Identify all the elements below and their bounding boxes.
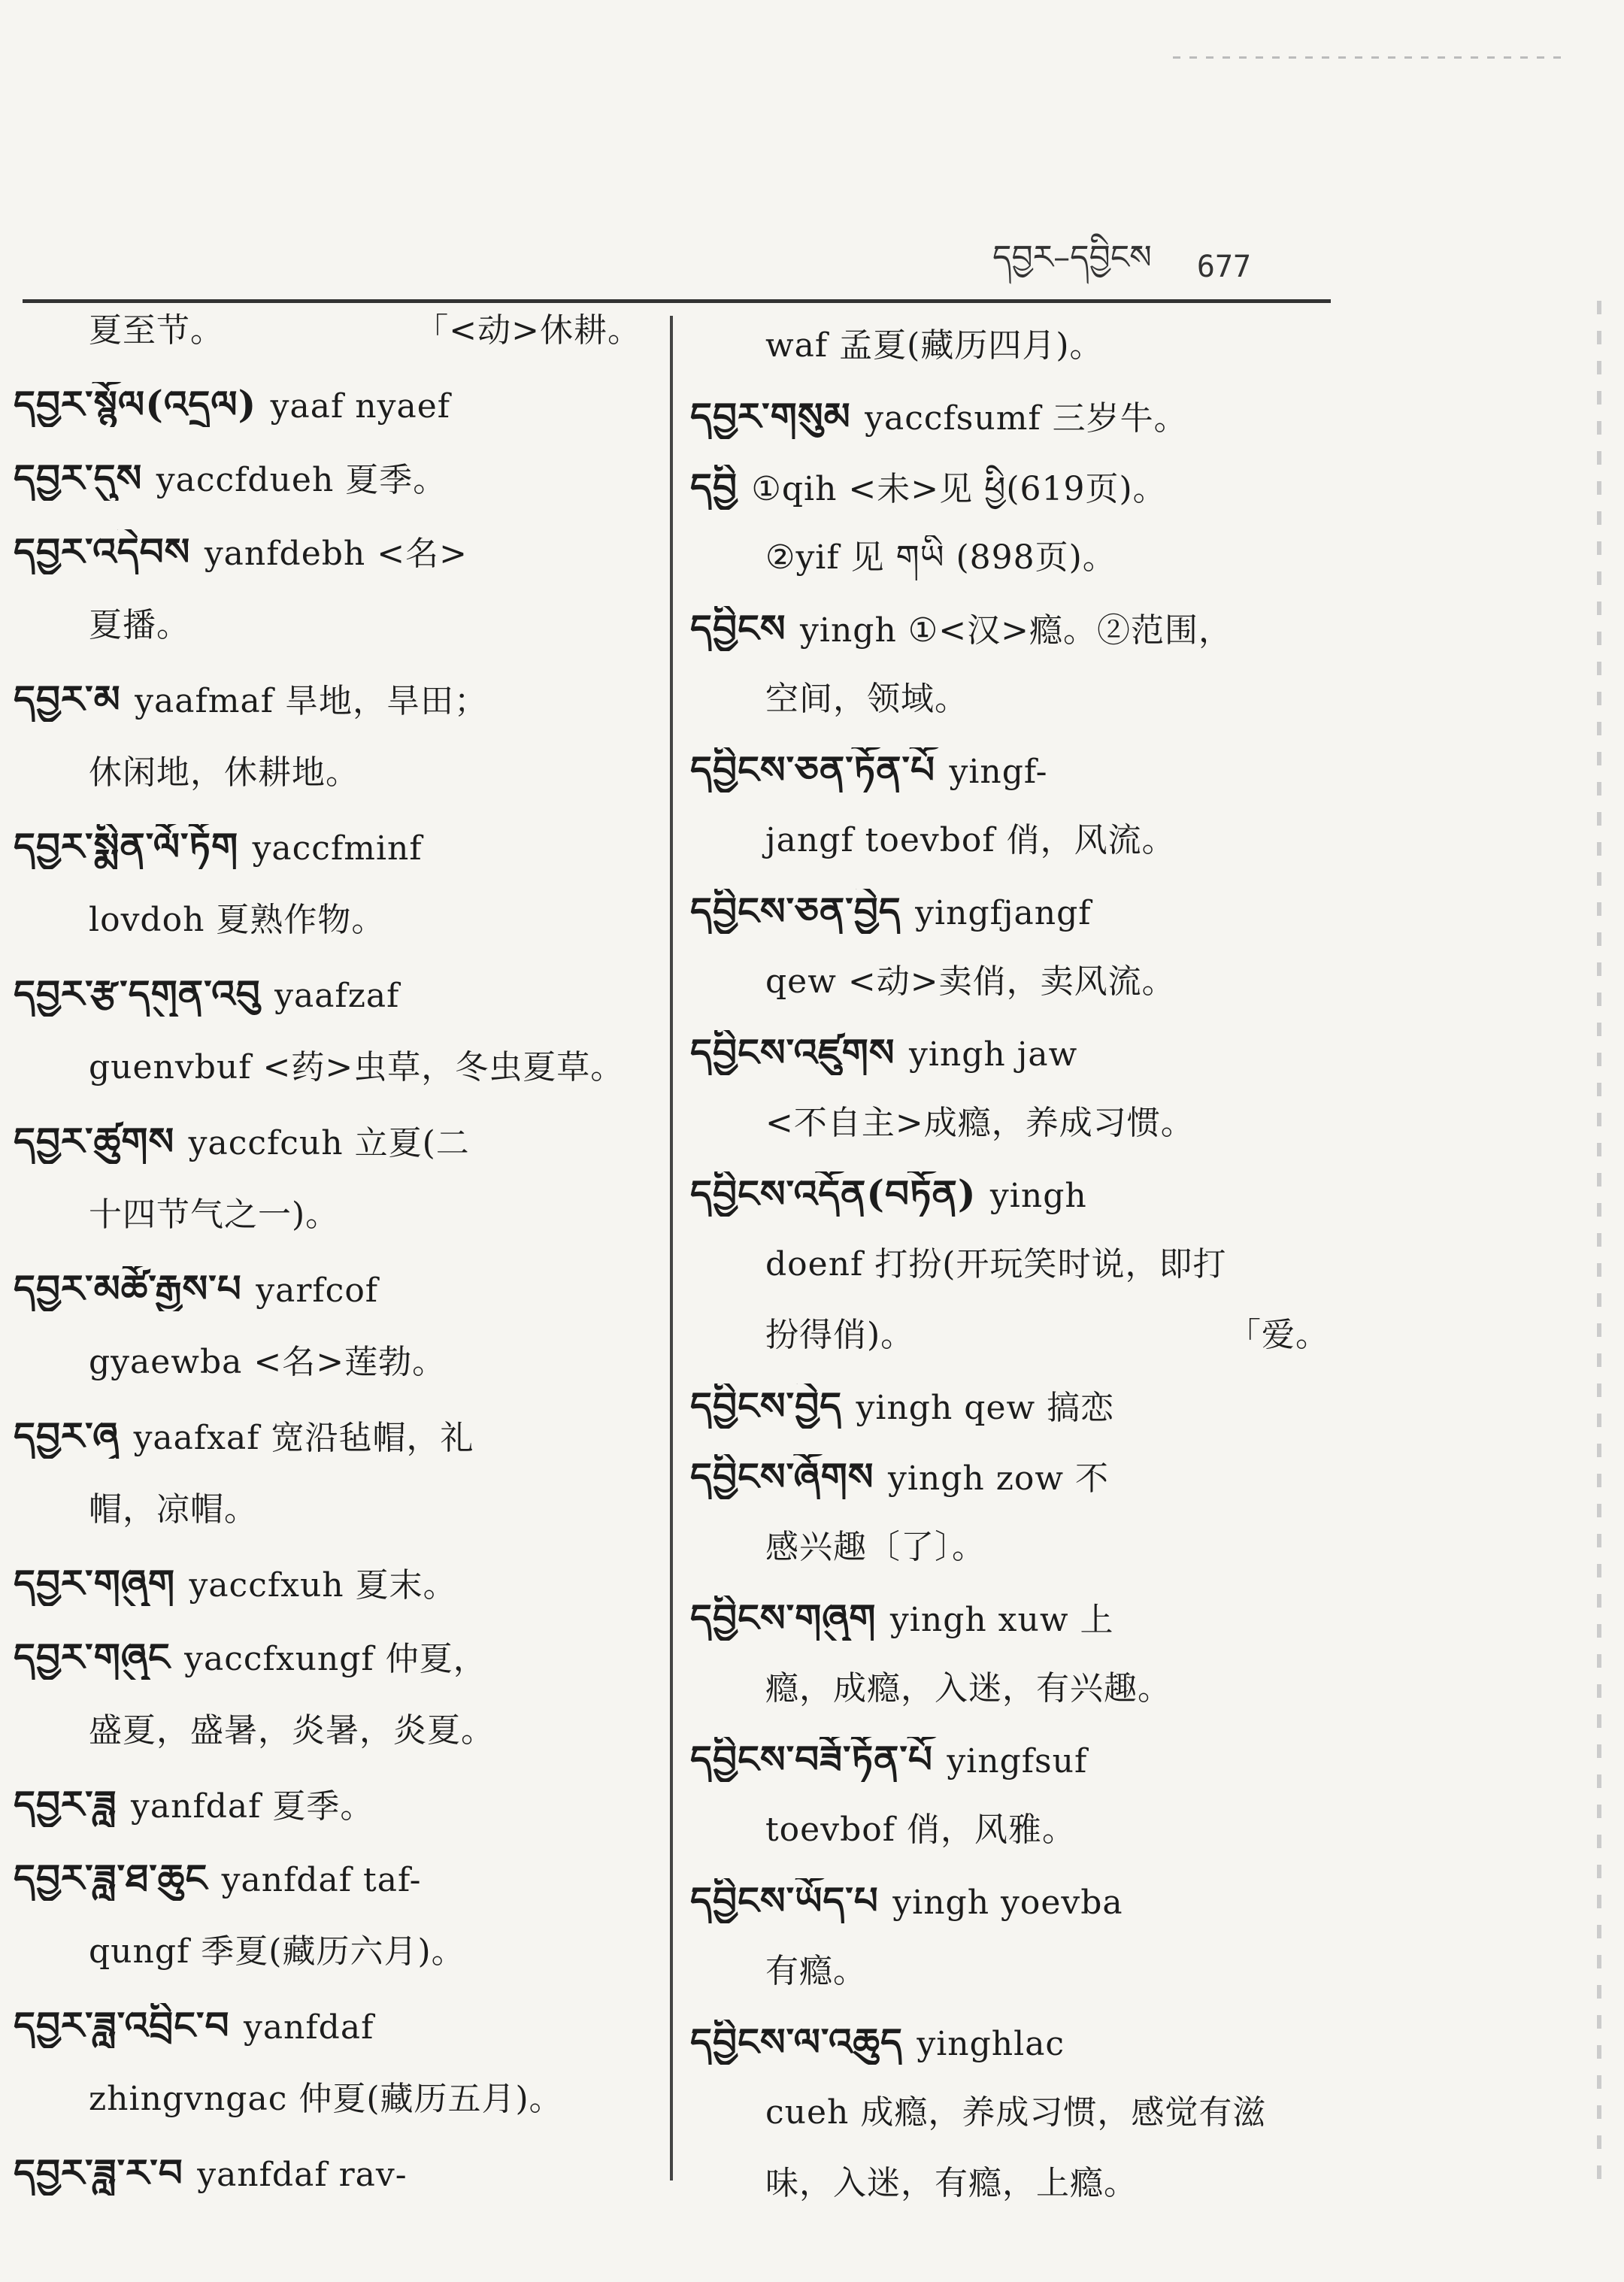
tibetan-headword: དབྱར་རྩ་དགུན་འབུ [14, 971, 275, 1016]
scan-margin-artifact [1597, 301, 1601, 2180]
entry-headword-line [14, 2150, 656, 2196]
running-head: དབྱར–དབྱིངས [992, 238, 1152, 277]
entry-text: doenf 打扮(开玩笑时说，即打 [765, 1245, 1227, 1283]
scan-artifact-line [1173, 56, 1564, 59]
tibetan-headword: དབྱར་ཞྭ [14, 1414, 134, 1458]
entry-headword-line [14, 382, 656, 427]
tibetan-headword: དབྱིངས་ཅན་ཏོན་པོ [690, 747, 950, 792]
entry-text: yingh zow 不 [887, 1459, 1110, 1498]
entry-headword-line [14, 824, 656, 869]
tibetan-headword: དབྱར་གསུམ [690, 394, 865, 438]
entry-text: 空间，领域。 [765, 680, 968, 718]
tibetan-headword: དབྱར་ཚུགས [14, 1119, 189, 1163]
entry-headword-line [690, 1737, 1344, 1782]
entry-continuation-line [14, 1340, 656, 1385]
entry-continuation-line [690, 677, 1344, 722]
entry-continuation-line [14, 1193, 656, 1238]
tibetan-headword: དབྱིངས་འདོན(བཏོན) [690, 1171, 990, 1216]
entry-continuation-line [690, 1666, 1344, 1711]
entry-text: yaccfminf [252, 829, 423, 868]
tibetan-headword: དབྱར་མ [14, 677, 135, 721]
entry-text: qew <动>卖俏，卖风流。 [765, 962, 1176, 1001]
entry-continuation-line [690, 1949, 1344, 1994]
tibetan-headword: དབྱར་འདེབས [14, 529, 205, 574]
entry-headword-line [690, 747, 1344, 792]
tibetan-headword: དབྱིངས [690, 606, 801, 650]
entry-text: 盛夏，盛暑，炎暑，炎夏。 [89, 1711, 495, 1750]
entry-text: yaafzaf [274, 977, 400, 1015]
entry-headword-line [690, 1383, 1344, 1429]
entry-text: gyaewba <名>莲勃。 [89, 1343, 447, 1381]
entry-continuation-line [690, 959, 1344, 1005]
entry-text: yanfdebh <名> [204, 535, 468, 573]
entry-text: toevbof 俏，风雅。 [765, 1811, 1076, 1849]
entry-continuation-line [690, 1313, 1344, 1358]
tibetan-headword: དབྱར་གཞུག [14, 1561, 189, 1605]
entry-headword-line [690, 1596, 1344, 1641]
entry-continuation-line [14, 750, 656, 796]
entry-headword-line [690, 394, 1344, 439]
entry-text: yanfdaf rav- [197, 2156, 408, 2194]
entry-headword-line [14, 1856, 656, 1901]
tibetan-headword: དབྱར་ཟླ་ཐ་ཆུང [14, 1856, 222, 1900]
entry-continuation-line [14, 603, 656, 648]
entry-headword-line [14, 971, 656, 1017]
entry-headword-line [14, 1782, 656, 1827]
entry-text: yingh [989, 1177, 1087, 1215]
entry-headword-line [14, 1561, 656, 1606]
entry-text: 休闲地，休耕地。 [89, 753, 359, 792]
entry-text: 夏至节。 [89, 311, 224, 350]
carry-over-text: 「<动>休耕。 [415, 311, 641, 350]
entry-continuation-line [14, 2077, 656, 2122]
entry-continuation-line [690, 1525, 1344, 1570]
tibetan-headword: དབྱིངས་འཛུགས [690, 1030, 909, 1074]
tibetan-headword: དབྱིངས་ཅན་བྱེད [690, 889, 916, 933]
entry-text: cueh 成瘾，养成习惯，感觉有滋 [765, 2093, 1267, 2132]
entry-text: ②yif 见 གཡི (898页)。 [765, 538, 1116, 577]
entry-text: jangf toevbof 俏，风流。 [765, 821, 1176, 859]
entry-text: yanfdaf 夏季。 [131, 1787, 374, 1826]
entry-text: yingfsuf [947, 1742, 1088, 1780]
carry-over-text: 「爱。 [1228, 1316, 1329, 1354]
entry-continuation-line [14, 308, 656, 353]
entry-text: yaaf nyaef [270, 387, 451, 426]
page-header [992, 238, 1308, 293]
entry-headword-line [690, 1030, 1344, 1075]
entry-headword-line [14, 529, 656, 574]
entry-continuation-line [14, 1708, 656, 1753]
entry-text: yingh yoevba [892, 1883, 1123, 1922]
entry-text: yingh jaw [908, 1035, 1078, 1074]
entry-continuation-line [14, 1487, 656, 1532]
entry-continuation-line [690, 1808, 1344, 1853]
entry-headword-line [690, 2020, 1344, 2065]
tibetan-headword: དབྱི [690, 465, 752, 509]
entry-continuation-line [690, 323, 1344, 368]
entry-text: yanfdaf [243, 2008, 374, 2047]
entry-continuation-line [690, 2090, 1344, 2135]
entry-continuation-line [14, 1045, 656, 1090]
entry-headword-line [690, 889, 1344, 934]
entry-text: qungf 季夏(藏历六月)。 [89, 1932, 465, 1971]
entry-headword-line [14, 1119, 656, 1164]
tibetan-headword: དབྱིངས་ཡོད་པ [690, 1878, 893, 1923]
tibetan-headword: དབྱར་སྙོལ(འདྲལ) [14, 382, 271, 426]
tibetan-headword: དབྱར་གཞུང [14, 1635, 185, 1679]
tibetan-headword: དབྱིངས་ཞོགས [690, 1454, 888, 1499]
entry-headword-line [690, 465, 1344, 510]
entry-text: 有瘾。 [765, 1952, 867, 1990]
entry-text: 十四节气之一)。 [89, 1196, 340, 1234]
entry-continuation-line [690, 1242, 1344, 1287]
entry-text: yingh qew 搞恋 [856, 1389, 1115, 1427]
page-number: 677 [1196, 250, 1252, 284]
tibetan-headword: དབྱར་མཚོ་རྒྱས་པ [14, 1266, 256, 1311]
entry-text: yingh ①<汉>瘾。②范围， [800, 611, 1232, 650]
entry-text: ①qih <未>见 ཕྱི(619页)。 [751, 470, 1167, 508]
entry-text: yanfdaf taf- [221, 1861, 422, 1899]
tibetan-headword: དབྱར་ཟླ་འབྲིང་བ [14, 2003, 244, 2047]
entry-headword-line [14, 1266, 656, 1311]
entry-text: <不自主>成瘾，养成习惯。 [765, 1104, 1195, 1142]
entry-text: yaccfxuh 夏末。 [189, 1566, 457, 1605]
entry-text: 味，入迷，有瘾，上瘾。 [765, 2164, 1138, 2202]
entry-headword-line [14, 1635, 656, 1680]
entry-continuation-line [14, 1929, 656, 1974]
tibetan-headword: དབྱར་སྨིན་ལོ་ཏོག [14, 824, 253, 868]
entry-headword-line [14, 2003, 656, 2048]
tibetan-headword: དབྱིངས་གཞུག [690, 1596, 890, 1640]
entry-continuation-line [690, 818, 1344, 863]
entry-text: zhingvngac 仲夏(藏历五月)。 [89, 2080, 563, 2118]
entry-headword-line [690, 1878, 1344, 1923]
entry-headword-line [14, 456, 656, 501]
entry-text: guenvbuf <药>虫草，冬虫夏草。 [89, 1048, 625, 1086]
tibetan-headword: དབྱར་ཟླ [14, 1782, 132, 1826]
entry-text: lovdoh 夏熟作物。 [89, 901, 386, 939]
entry-text: yaccfcuh 立夏(二 [188, 1124, 470, 1162]
entry-text: yaafxaf 宽沿毡帽，礼 [133, 1419, 474, 1457]
entry-text: yingfjangf [915, 894, 1092, 932]
left-column [14, 301, 656, 2222]
entry-text: waf 孟夏(藏历四月)。 [765, 326, 1104, 365]
entry-text: 扮得俏)。 [765, 1316, 915, 1354]
entry-text: 夏播。 [89, 606, 190, 644]
right-column [690, 301, 1344, 2222]
entry-text: 瘾，成瘾，入迷，有兴趣。 [765, 1669, 1171, 1708]
entry-headword-line [14, 677, 656, 722]
entry-headword-line [690, 1171, 1344, 1217]
entry-text: 感兴趣〔了〕。 [765, 1528, 986, 1566]
tibetan-headword: དབྱིངས་ལ་འཆུད [690, 2020, 917, 2064]
entry-text: yaccfxungf 仲夏， [184, 1640, 487, 1678]
tibetan-headword: དབྱིངས་བཟོ་ཏོན་པོ [690, 1737, 947, 1781]
entry-headword-line [14, 1414, 656, 1459]
entry-text: yarfcof [256, 1271, 379, 1310]
entry-text: yingh xuw 上 [889, 1601, 1114, 1639]
entry-text: yinghlac [917, 2025, 1065, 2063]
entry-continuation-line [14, 898, 656, 943]
tibetan-headword: དབྱིངས་བྱེད [690, 1383, 856, 1428]
entry-text: yaccfdueh 夏季。 [156, 461, 447, 499]
entry-continuation-line [690, 1101, 1344, 1146]
entry-continuation-line [690, 2161, 1344, 2206]
tibetan-headword: དབྱར་ཟླ་ར་བ [14, 2150, 198, 2195]
column-divider [670, 316, 673, 2180]
entry-headword-line [690, 1454, 1344, 1499]
entry-headword-line [690, 606, 1344, 651]
entry-text: yingf- [949, 753, 1048, 791]
entry-continuation-line [690, 535, 1344, 580]
tibetan-headword: དབྱར་དུས [14, 456, 156, 500]
entry-text: 帽，凉帽。 [89, 1490, 258, 1529]
entry-text: yaccfsumf 三岁牛。 [865, 399, 1188, 438]
entry-text: yaafmaf 旱地，旱田； [135, 682, 489, 720]
